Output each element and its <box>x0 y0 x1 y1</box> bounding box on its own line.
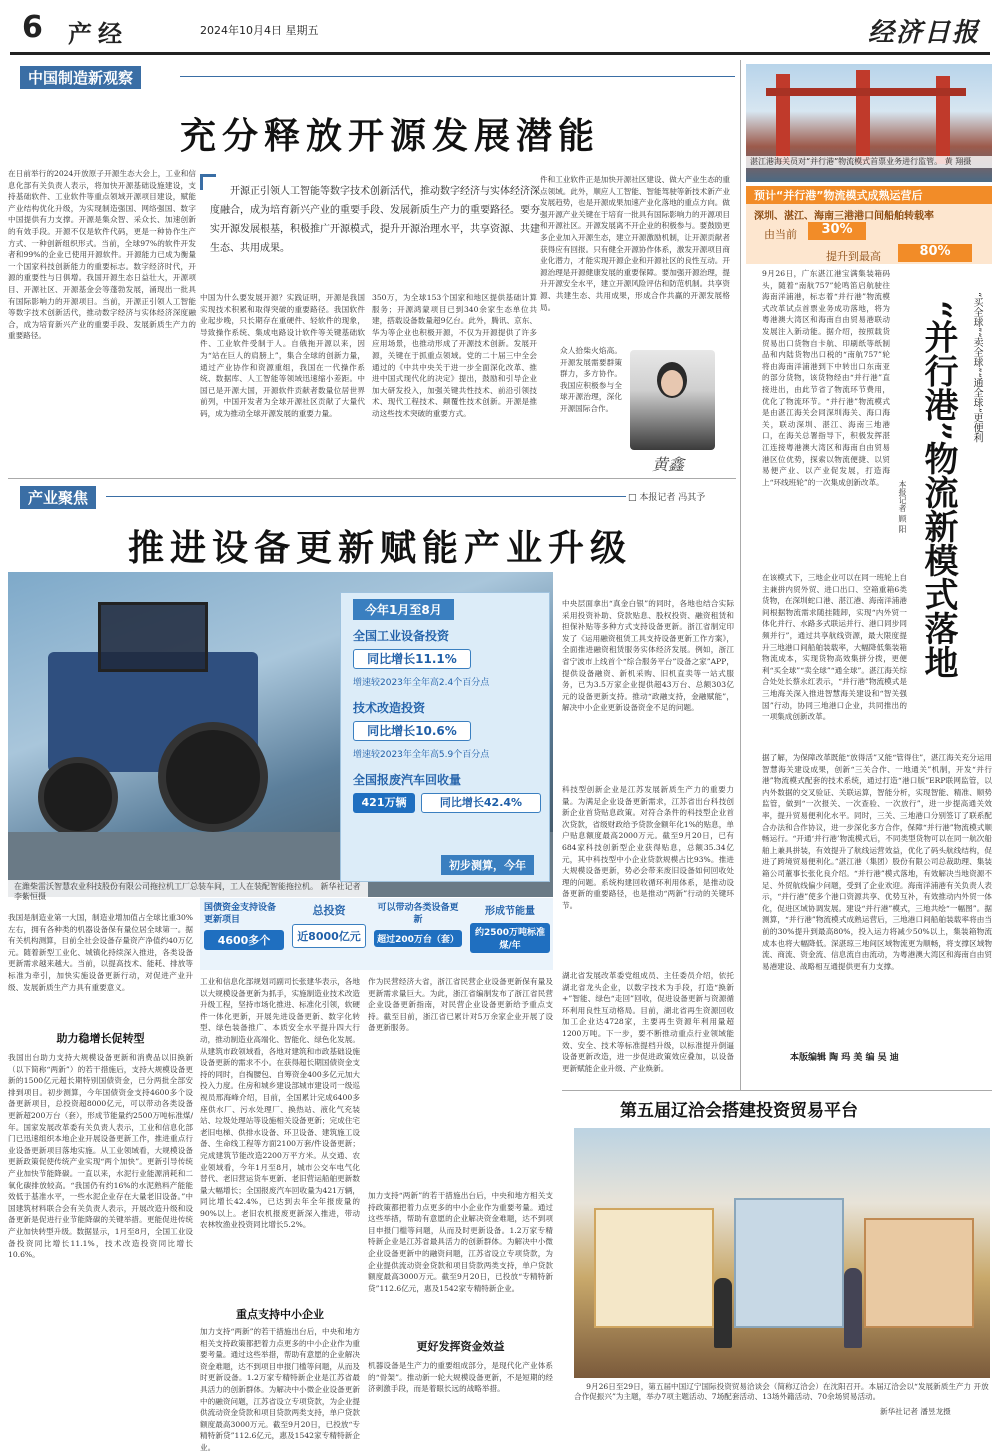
stat2-value: 80% <box>898 244 972 262</box>
summary-box4-label: 形成节能量 <box>485 906 535 917</box>
article2-col2: 工业和信息化部规划司副司长张建华表示，各地以大规模设备更新为抓手，实施制造业技术改造升级工程，坚持市场化推进、标准化引领，软硬件一体化更新，开展先进设备更新、数字化转型、绿色装备推广、本质安全水平提升四大行动，推动制造业高端化、智能化、绿色化发展。从建筑市政领域看，各地对建筑和市政基础设施设备更新的需求不小。在获得超长期国债资金支持的同时，自掏腰包、自筹资金400多亿元加大投入力度。住房和城乡建设部城市建设司一级巡视员邢海峰介绍，目前，全国累计完成6400多座供水厂、污水处理厂、换热站、液化气充装站、垃圾处理站等设施相关设备更新；完成住宅老旧电梯、供排水设备、环卫设备、建筑施工设备、生命线工程等方面2100万套/件设备更新；完成建筑节能改造2200万平方米。从交通、农业领域看，今年1月至8月，城市公交车电气化替代、老旧营运货车更新、老旧营运船舶更新数量大幅增长；全国报废汽车回收量为421万辆，同比增长42.4%，已达到去年全年报废量的90%以上。老旧农机报废更新深入推进，带动农林牧渔业投资同比增长5.2%。 <box>200 977 360 1230</box>
article3-reporter: 本报记者 顾 阳 <box>898 480 907 534</box>
article1-author-bio: 众人拾柴火焰高。开源发展需要群策群力，多方协作。我国应积极参与全球开源治理，深化开源国际合作。 <box>560 346 622 413</box>
summary-box2 <box>292 902 366 966</box>
tagline-part1: “买全球” <box>971 292 982 333</box>
article2-column-label: 产业聚焦 <box>20 486 96 509</box>
article3-col3: 据了解，为保障改革既能“放得活”又能“管得住”，湛江海关充分运用智慧海关建设成果，创新“三关合作、一地通关”机制，开发“并行港”物流模式配套的技术系统，通过打造“港口版”ERP联网监管，以内外数据的交叉验证、关联运算，智能分析，实现智能、精准、顺势监管，做到“一次报关、一次查验、一次放行”，进一步提高通关效率，提升贸易便利化水平。同时，三关、三地港口分别签订了联系配合办法和合作协议，进一步深化多方合作，保障“并行港”物流模式顺畅运行。“开通‘并行港’物流模式后，不同类型货物可以在同一航次船舶上兼具拼装，有效提升了航线运营效益，优化了码头航线结构，促进了跨境贸易便利化。”湛江港（集团）股份有限公司总裁助理、集装箱公司董事长张化良介绍。“并行港”模式落地，有效解决当地资源不足、外贸航线偏少问题，受到了企业欢迎。海南洋浦港有关负责人表示，“并行港”使多个港口资源共享、优势互补，有效推动内外贸一体化，促进区域协调发展。建设“并行港”模式，三地共绘“一幅图”。据测算，“并行港”物流模式成熟运营后，三地港口间船舶装载率将由当前的30%提升到最高80%，投入运力将减少50%以上，集装箱物流成本也将大幅降低。深湛琼三地间区域物流更为顺畅，将支撑区域物流、商流、资金流、信息流自由流动，为粤港澳大湾区和海南自由贸易港建设、战略相互通提供更有力支撑。 <box>762 753 992 971</box>
portrait-face <box>661 370 683 396</box>
expo-hall-photo <box>574 1128 990 1378</box>
expo-booth-2 <box>734 1198 844 1328</box>
article1-bottom-rule <box>8 478 736 479</box>
article1-column-rule <box>180 76 735 77</box>
author-signature: 黄鑫 <box>652 455 685 474</box>
infographic-item2-label: 技术改造投资 <box>353 701 426 715</box>
stat1-value: 30% <box>808 222 866 240</box>
infographic-summary-strip <box>200 898 553 970</box>
tractor-wheel-front <box>38 757 118 837</box>
banner-title: 预计“并行港”物流模式成熟运营后 <box>746 186 992 204</box>
article2-subhead2: 重点支持中小企业 <box>236 1308 324 1321</box>
summary-box3 <box>374 902 462 966</box>
summary-box3-label: 可以带动各类设备更新 <box>377 903 459 925</box>
article2-col3c: 湖北省发展改革委党组成员、主任委员介绍，依托湖北省龙头企业，以数字技术为手段，打造“换新+”智能、绿色“走回”回收，促进设备更新与资源循环利用良性互动格局。目前，湖北省再生资源回收加工企业达4728家，主要再生资源年利用量超1200万吨。下一步，要不断推动重点行业领域能效、安全、技术等标准提档升级，以标准提升倒逼设备更新改造，进一步促进政策效应叠加，以设备更新赋能企业升级、产业焕新。 <box>562 971 734 1073</box>
section-title: 产经 <box>68 19 128 48</box>
infographic-estimate-tag: 初步测算，今年 <box>441 855 534 875</box>
infographic-item1-chip: 同比增长11.1% <box>353 649 471 669</box>
infographic-item1-note: 增速较2023年全年高2.4个百分点 <box>353 678 490 688</box>
article2-col3e: 机器设备是生产力的重要组成部分，是现代化产业体系的“骨架”。推动新一轮大规模设备更新，不是短期的经济刺激手段，而是着眼长远的战略举措。 <box>368 1361 553 1394</box>
infographic-item3-chip: 同比增长42.4% <box>421 793 541 813</box>
article3-headline: “并行港”物流新模式落地 <box>918 300 958 680</box>
article3-col2: 在该模式下，三地企业可以在同一班轮上自主兼拼内贸外贸、进口出口、空箱重箱6类货物，在深圳蛇口港、湛江港、海南洋浦港间根据物流需求随挂随卸，实现“内外贸一体化并行、水路多式联运并行、港口同步同频并行”，通过共享航线资源，最大限度提升三地港口间船舶装载率，大幅降低集装箱物流成本，实现货物高效集拼分拨，更便利“买全球”“卖全球”“通全球”。湛江海关综合处处长蔡永红表示，“并行港”物流模式是三地海关深入推进智慧海关建设和“智关强国”行动，协同三地港口企业，共同推出的一项集成创新改革。 <box>762 573 907 722</box>
tractor-wheel-rear <box>158 722 268 832</box>
summary-box4 <box>470 902 550 966</box>
issue-date: 2024年10月4日 星期五 <box>200 24 319 37</box>
expo-booth-3 <box>864 1218 974 1328</box>
summary-box1-value: 4600多个 <box>204 930 284 950</box>
article3-tagline <box>964 292 982 443</box>
article1-pull-quote: 开源正引领人工智能等数字技术创新活代，推动数字经济与实体经济深度融合，成为培育新兴产业的重要手段、发展新质生产力的重要路径。要夯实开源发展根基，积极推广开源模式，提升开源治理水平，共享资源、共建生态、共用成果。 <box>210 186 540 254</box>
infographic-item1-label: 全国工业设备投资 <box>353 629 450 643</box>
summary-box1 <box>204 902 284 966</box>
summary-box3-value: 超过200万台（套） <box>374 930 462 947</box>
expo-photo-caption: 9月26日至29日，第五届中国辽宁国际投资贸易洽谈会（简称辽洽会）在沈阳召开。本届辽洽会以“发展新质生产力 开放合作促振兴”为主题，举办7项主题活动、7场配套活动、13场外籍活动、70余场贸易活动。 <box>574 1382 989 1401</box>
article2-col1b: 我国出台助力支持大规模设备更新和消费品以旧换新（以下简称“两新”）的若干措施后，支持大规模设备更新的1500亿元超长期特别国债资金，已分两批全部安排到项目。初步测算，今年国债资金支持4600多个设备更新项目，总投资超8000亿元，可以带动各类设备更新超200万台（套），形成节能量约2500万吨标准煤/年。国家发展改革委有关负责人表示，工业和信息化部门已迅速组织本地企业开展设备更新工作，推进重点行业设备更新项目落地实施。从工业领域看，大规模设备更新政策促使传统产业实现“两个加快”。更新引导传统产业加快节能降碳。一直以来，水泥行业能源消耗和二氧化碳排放较高。“我国仍有约16%的水泥熟料产能能效低于基准水平，一些水泥企业存在大量老旧设备。”中国建筑材料联合会有关负责人表示，开展改造升级和设备更新是促进行业节能降碳的关键举措。更能促进传统产业加快转型升级。数据显示，1月至8月，全国工业设备投资同比增长11.1%，技术改造投资同比增长10.6%。 <box>8 1053 193 1260</box>
article2-col3: 中央层面拿出“真金白银”的同时，各地也结合实际采用投资补助、贷款贴息、股权投资、融资租赁和担保补贴等多种方式支持设备更新。浙江省制定印发了《运用融资租赁工具支持设备更新工作方案》，全面推进融资租赁服务实体经济发展。例如，浙江省宁波市上线首个“综合服务平台”设备之家”APP，提供设备融资、新机采购、旧机直卖等一站式服务，已为3.5万家企业提供超43万台、总额303亿元的设备更新支持。推动“政融支持，金融赋能”，解决中小企业更新设备资金不足的问题。 <box>562 599 734 713</box>
tagline-part3: “通全球”更便利 <box>971 372 982 443</box>
article2-col3d: 作为民营经济大省，浙江省民营企业设备更新保有量及更新需求量巨大。为此，浙江省编制发布了浙江省民营企业设备更新指南，对民营企业设备更新给予重点支持。截至目前，浙江省已累计对5万余家企业开展了设备更新服务。 <box>368 977 553 1033</box>
infographic-item2-chip: 同比增长10.6% <box>353 721 471 741</box>
article2-col3b: 科技型创新企业是江苏发展新质生产力的重要力量。为满足企业设备更新需求，江苏省出台科技创新企业首贷贴息政策。对符合条件的科技型企业首次贷款，省级财政给予贷款金额年化1%的贴息，单户贴息额度最高2000万元。截至9月20日，已有684家科技创新型企业获得贴息，总额35.34亿元，其中科技型中小企业贷款规模占比93%。推进大规模设备更新，势必会带来废旧设备如何回收处理的问题。系统构建回收循环利用体系，是推动设备更新的重要路径，也是推动“两新”行动的关键环节。 <box>562 785 734 910</box>
article2-col2b-cont: 加力支持“两新”的若干措施出台后，中央和地方相关支持政策都把着力点更多的中小企业作为重要考量。通过这些举措，帮助有意愿的企业解决资金难题，达不到项目申报门槛等问题，从而及时更新设备。1.2万家专精特新企业是江苏省最具活力的创新群体。为解决中小微企业设备更新中的融资问题，江苏省设立专项贷款，为企业提供流动资金贷款和项目贷款两类支持，单户贷款额度最高3000万元。截至9月20日，已投放“专精特新贷”112.6亿元，惠及1542家专精特新企业。 <box>368 1191 553 1293</box>
expo-photo-credit: 新华社记者 潘昱龙摄 <box>880 1407 951 1416</box>
tractor-photo-caption: 在潍柴雷沃智慧农业科技股份有限公司拖拉机工厂总装车间，工人在装配智能拖拉机。 新华社记者 李紫恒摄 <box>14 882 361 901</box>
page-editors: 本版编辑 陶 玛 美 编 吴 迪 <box>790 1053 899 1063</box>
stat1-label: 由当前 <box>764 228 797 241</box>
masthead-logo: 经济日报 <box>868 18 981 48</box>
infographic-panel <box>340 592 550 882</box>
summary-box1-label: 国债资金支持设备更新项目 <box>204 903 277 925</box>
stat2-label: 提升到最高 <box>826 250 881 263</box>
tagline-part2: “卖全球” <box>971 332 982 373</box>
infographic-item3-label: 全国报废汽车回收量 <box>353 773 462 787</box>
article1-col1: 在日前举行的2024开放原子开源生态大会上，工业和信息化部有关负责人表示，将加快开源基础设施建设，支持基础软件、工业软件等重点领域开源项目建设，赋能产业结构优化升级，为实现制造强国、网络强国、数字中国提供有力支撑。开源是集众智、采众长、加速创新的有效手段。开源不仅是软件代码，更是一种协作生产方式、一种创新组织形式。当前，全球97%的软件开发者和99%的企业已使用开源软件。开源能力已成为衡量一个国家科技创新能力的重要标志。数字经济时代，开源的重要性与日俱增。我国开源生态日益壮大，开源项目、开源社区、开源基金会等蓬勃发展，涌现出一批具有国际影响力的开源项目。当前，开源正引领人工智能等数字技术创新活代，推动数字经济与实体经济深度融合，成为培育新兴产业的重要手段、发展新质生产力的重要路径。 <box>8 169 196 341</box>
expo-visitor-1 <box>714 1278 732 1348</box>
crane-beam <box>766 88 966 96</box>
tractor-cab <box>98 602 208 672</box>
expo-booth-1 <box>594 1208 714 1328</box>
summary-box4-value: 约2500万吨标准煤/年 <box>470 923 550 953</box>
article1-headline: 充分释放开源发展潜能 <box>179 115 600 157</box>
article1-column-label: 中国制造新观察 <box>20 66 141 89</box>
infographic-header: 今年1月至8月 <box>353 599 454 620</box>
right-column-rule <box>740 60 741 1090</box>
article2-col2b: 加力支持“两新”的若干措施出台后，中央和地方相关支持政策都把着力点更多的中小企业作为重要考量。通过这些举措，帮助有意愿的企业解决资金难题，达不到项目申报门槛等问题，从而及时更新设备。1.2万家专精特新企业是江苏省最具活力的创新群体。为解决中小微企业设备更新中的融资问题，江苏省设立专项贷款，为企业提供流动资金贷款和项目贷款两类支持，单户贷款额度最高3000万元。截至9月20日，已投放“专精特新贷”112.6亿元，惠及1542家专精特新企业。 <box>200 1327 360 1452</box>
article1-col2: 中国为什么要发展开源？实践证明，开源是我国实现技术积累和取得突破的重要路径。我国软件业起步晚，只长期存在重硬件、轻软件的现象，导致操作系统、集成电路设计软件等关键基础软件、工业软件受制于人。自俄拖开源以来，因为“站在巨人的肩膀上”，集合全球的创新力量，通过产业协作和资源重组，我国在一代操作系统、数据库、人工智能等领域迅速缩小差距。中国已是开源大国，开源软件贡献者数量位居世界前列，中国开发者为全球开源社区贡献了大量代码，成为推动全球开源发展的重要力量。 <box>200 293 365 418</box>
article2-subhead3: 更好发挥资金效益 <box>416 1340 505 1353</box>
summary-box2-label: 总投资 <box>312 904 346 917</box>
port-stat-banner <box>746 186 992 264</box>
article2-byline: □ 本报记者 冯其予 <box>628 493 706 503</box>
article4-top-rule <box>562 1090 992 1091</box>
author-portrait <box>630 350 715 450</box>
article1-column-tag <box>20 66 735 89</box>
summary-box2-value: 近8000亿元 <box>292 924 366 948</box>
article2-headline: 推进设备更新赋能产业升级 <box>127 527 632 569</box>
crane-2 <box>856 70 870 164</box>
article2-column-rule <box>106 496 626 497</box>
port-photo-caption: 湛江港海关员对“并行港”物流模式首票业务进行监管。 黄 翔摄 <box>746 156 992 168</box>
article2-col1: 我国是制造业第一大国，制造业增加值占全球比重30%左右，拥有各种类的机器设备保有量位居全球第一。据有关机构测算，目前全社会设备存量资产净值约40万亿元。随着新型工业化、城镇化持续深入推进，各类设备更新需求越来越大。当前，以提高技术、能耗、排放等标准为牵引，加快实施设备更新行动，对促进产业升级、发展新质生产力具有重要意义。 <box>8 913 193 992</box>
article3-col1: 9月26日，广东湛江港宝满集装箱码头，随着“南航757”轮鸣笛启航驶往海南洋浦港，标志着“并行港”物流模式改革试点首票业务成功落地，将为粤港澳大湾区和海南自由贸易港联动发展注入新动能。据介绍，按照载货贸易出口货物自卡航、印刷纸等纸制品和内陆货物出口税的“南航757”轮将由海南洋浦港到下中转出口东南亚的部分货物，该货物经由“并行港”直接进出，由此节省了物流环节费用，优化了物流环节。“并行港”物流模式是由湛江海关会同深圳海关、海口海关，联动深圳、湛江、海南三地港口，在海关总署指导下，积极发挥湛江连接粤港澳大湾区和海南自由贸易港区位优势，探索以物流便捷、以贸易便产业、以产业促发展，打造海上“环线班轮”的一次集成创新改革。 <box>762 269 890 487</box>
header-rule <box>10 52 990 55</box>
infographic-item2-note: 增速较2023年全年高5.9个百分点 <box>353 750 490 760</box>
article1-col3: 350万，为全球153个国家和地区提供基础计算服务；开源鸿蒙项目已到340余家生态单位共建，搭载设备数量超9亿台。此外，腾讯、京东、华为等企业也积极开源，不仅为开源提供了许多应用场景，也推动形成了开源技术创新。发展开源，关键在于抓重点领域。党的二十届三中全会通过的《中共中央关于进一步全面深化改革、推进中国式现代化的决定》提出，鼓励和引导企业加大研发投入，加强关键共性技术、前沿引领技术、现代工程技术、颠覆性技术创新。开源是推动这些技术突破的重要方式。 <box>372 293 537 418</box>
article1-col4: 件和工业软件正是加快开源社区建设、做大产业生态的重点领域。此外，顺应人工智能、智能驾驶等新技术新产业发展趋势，也是开源成果加速产业化落地的重点方向。做强开源产业关键在于培育一批具有国际影响力的开源项目和开源社区。开源发展离不开企业的积极参与。要鼓励更多企业加入开源生态，建立开源激励机制，让开源贡献者获得应有回报。只有健全开源协作体系，激发开源项目商业化潜力，才能实现开源企业和开源社区的良性互动。开源治理是开源健康发展的重要保障。要加强开源治理，提升开源安全水平，建立开源风险评估和防范机制。共享资源、共建生态、共用成果，形成合作共赢的开源发展格局。 <box>540 175 730 312</box>
infographic-item3-value: 421万辆 <box>353 793 415 813</box>
page-number: 6 <box>22 10 43 45</box>
article4-headline: 第五届辽洽会搭建投资贸易平台 <box>620 1101 858 1121</box>
banner-subtitle: 深圳、湛江、海南三港港口间船舶转载率 <box>754 211 934 222</box>
expo-visitor-2 <box>844 1268 862 1348</box>
article2-subhead1: 助力稳增长促转型 <box>56 1032 145 1045</box>
